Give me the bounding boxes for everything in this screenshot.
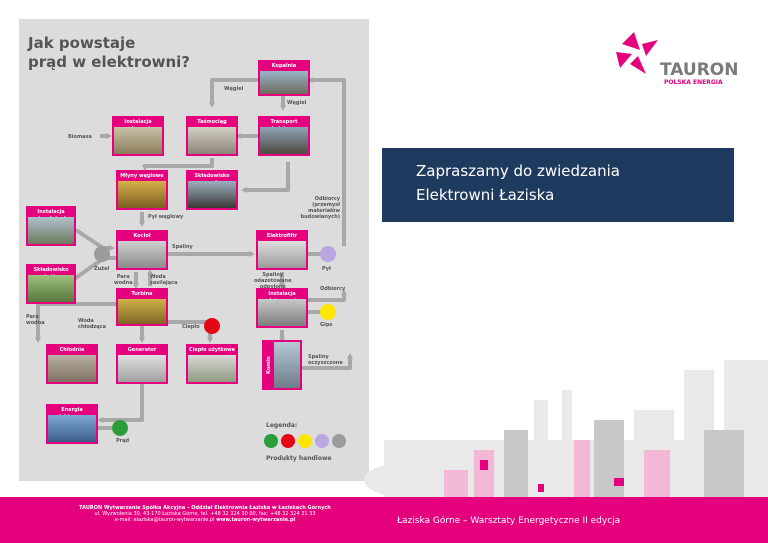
box-label: Transport (260, 118, 308, 127)
footer-address (40, 505, 370, 523)
arrow-instalacja-kociol (76, 230, 112, 248)
label-line: wodna (114, 280, 133, 286)
label-zuzel: Żużel (94, 266, 110, 272)
label-line: chłodząca (78, 324, 107, 330)
label-odbiorcy-przemysl (284, 196, 340, 220)
box-label: Energia (48, 406, 96, 415)
box-energia (46, 404, 98, 444)
label-line: budowlanych) (300, 214, 340, 220)
label-wegiel-2: Węgiel (287, 100, 307, 106)
footer-line-1: TAURON Wytwarzanie Spółka Akcyjna – Oddział Elektrownia Łaziska w Łaziskach Górnych (79, 505, 331, 511)
dot-cieplo (204, 318, 220, 334)
dot-gips (320, 304, 336, 320)
box-label: Kopalnia (260, 62, 308, 71)
box-label: Turbina (118, 290, 166, 299)
box-label: Instalacja (28, 208, 74, 217)
box-turbina (116, 288, 168, 326)
label-wegiel-1: Węgiel (224, 86, 244, 92)
label-line: materiałów (308, 208, 340, 214)
legend-dot-green (264, 434, 278, 448)
label-spaliny-oczyszczone (308, 354, 343, 366)
box-odsiarczanie (256, 288, 308, 328)
label-line: Woda (150, 274, 166, 280)
arrow-kopalnia-tasmociag (212, 80, 260, 105)
label-odbiorcy: Odbiorcy (320, 286, 346, 292)
headline-line-2: Elektrowni Łaziska (416, 186, 555, 204)
brand-sub: POLSKA ENERGIA (664, 79, 723, 86)
box-skladowisko-wegla (186, 170, 238, 210)
label-line: Odbiorcy (314, 196, 340, 202)
komin-label: Komin (266, 356, 272, 374)
label-line: Para (26, 314, 39, 320)
legend-dot-lilac (315, 434, 329, 448)
label-line: odpylone (259, 284, 286, 290)
label-line: Para (116, 274, 130, 280)
arrow-tasmociag-mlyny (145, 158, 212, 168)
headline-line-1: Zapraszamy do zwiedzania (416, 162, 620, 180)
label-spaliny-odpylone (254, 272, 292, 290)
box-chlodnia (46, 344, 98, 384)
box-instalacja-biomasy (112, 116, 164, 156)
tauron-logo-icon (612, 30, 660, 76)
industrial-skyline-illustration (384, 330, 768, 498)
box-label: Instalacja (114, 118, 162, 127)
headline-box (382, 148, 734, 222)
title-line-1: Jak powstaje (28, 34, 136, 52)
box-label: Generator (118, 346, 166, 355)
brand-name: TAURON (660, 60, 739, 80)
legend-dot-gray (332, 434, 346, 448)
label-line: odazotowane (254, 278, 292, 284)
arrow-pyl-up (310, 80, 344, 246)
box-mlyny (116, 170, 168, 210)
footer-website-link[interactable]: www.tauron-wytwarzanie.pl (216, 517, 296, 523)
title-line-2: prąd w elektrowni? (28, 53, 191, 71)
box-instalacja-odwadniania (26, 206, 76, 246)
label-line: Woda (78, 318, 94, 324)
label-line: oczyszczone (308, 360, 343, 366)
label-pyl-weglowy: Pył węglowy (148, 214, 184, 220)
box-label: Młyny węglowe (118, 172, 166, 181)
label-prad: Prąd (116, 438, 130, 444)
label-woda-zasilajaca (150, 274, 178, 286)
footer-event: Łaziska Górne – Warsztaty Energetyczne II edycja (397, 516, 621, 526)
box-label: Taśmociąg (188, 118, 236, 127)
label-line: Spaliny (262, 272, 284, 278)
dot-zuzel (94, 246, 110, 262)
box-kopalnia (258, 60, 310, 96)
arrow-odbiorcy (306, 292, 344, 300)
label-cieplo: Ciepło (182, 324, 200, 330)
footer-email: e-mail: elaziska@tauron-wytwarzanie.pl (114, 517, 215, 523)
label-line: wodna (26, 320, 45, 326)
label-spaliny: Spaliny (172, 244, 193, 250)
label-line: (przemysł (312, 202, 340, 208)
arrow-transport-skladowisko (244, 162, 288, 190)
label-line: Spaliny (308, 354, 329, 360)
box-label: Kocioł (118, 232, 166, 241)
box-label: Ciepło użytkowe (188, 347, 236, 353)
label-para-wodna-left (26, 314, 45, 326)
box-generator (116, 344, 168, 384)
box-transport (258, 116, 310, 156)
dot-pyl (320, 246, 336, 262)
arrow-generator-energia (100, 384, 142, 420)
box-tasmociag (186, 116, 238, 156)
label-gips: Gips (320, 322, 333, 328)
box-label: Składowisko (28, 266, 74, 275)
label-woda-chlodzaca (78, 318, 106, 330)
box-label: Elektrofiltr (258, 232, 306, 241)
dot-prad (112, 420, 128, 436)
box-skladowisko-zuzla (26, 264, 76, 304)
label-biomasa: Biomasa (68, 134, 92, 140)
footer-line-3 (40, 517, 370, 523)
box-elektrofiltr (256, 230, 308, 270)
legend-footer: Produkty handlowe (266, 455, 332, 462)
label-para-wodna (114, 274, 133, 286)
box-kociol (116, 230, 168, 270)
label-pyl: Pył (322, 266, 331, 272)
legend-dot-yellow (298, 434, 312, 448)
footer-line-2: ul. Wyzwolenia 30, 43-170 Łaziska Górne, tel. +48 32 324 30 00, fax: +48 32 324 31 33 (94, 511, 316, 517)
box-cieplo-uzytkowe (186, 344, 238, 384)
label-line: zasilająca (150, 280, 178, 286)
box-label: Instalacja (258, 290, 306, 299)
box-label: Chłodnia (48, 346, 96, 355)
box-label: Składowisko (188, 172, 236, 181)
legend-dot-red (281, 434, 295, 448)
legend-title: Legenda: (266, 422, 298, 429)
